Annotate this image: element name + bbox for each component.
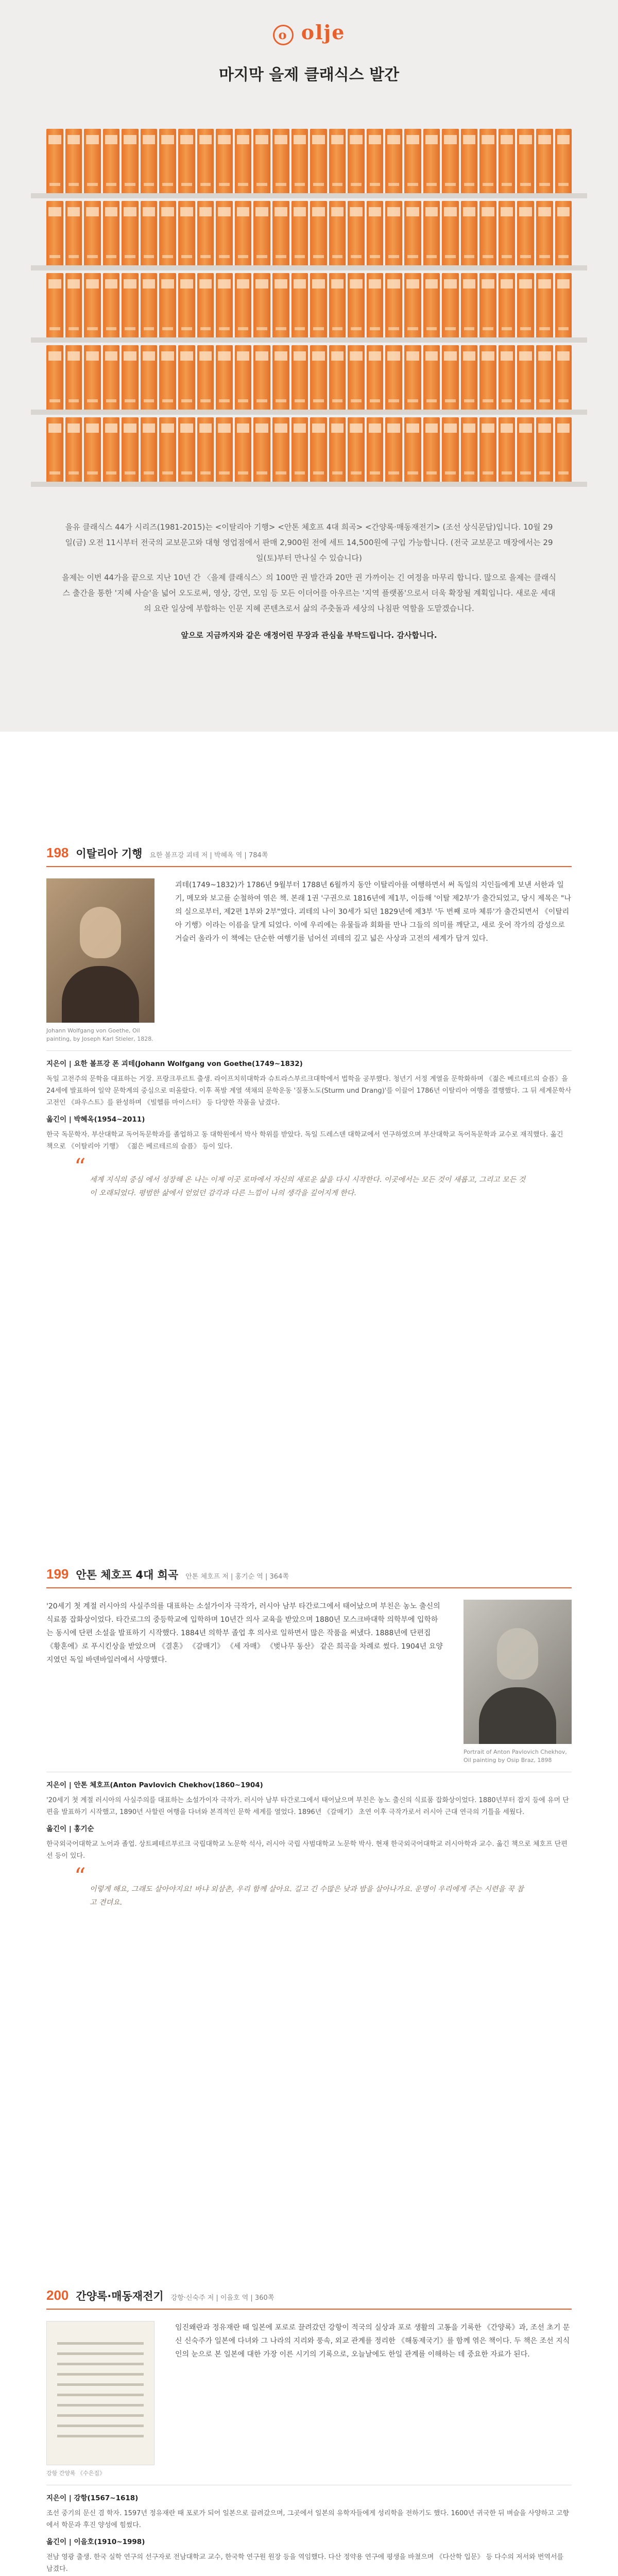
book-section-200: [46, 2287, 572, 2576]
intro-paragraph: 을유 클래식스 44가 시리즈(1981-2015)는 <이탈리아 기행> <안톤 체호프 4대 희곡> <간양록·매동재전기> (조선 상식문답)입니다. 10월 29일(금) 오전 11시부터 전국의 교보문고와 대형 영업점에서 판매 2,900원 전에 세트 14,500원에 구입 가능합니다. (전국 교보문고 매장에서는 29일(토)부터 만나실 수 있습니다): [65, 522, 553, 563]
author-heading: 지은이 | 강항(1567~1618): [46, 2494, 139, 2502]
book-section-198: [46, 845, 572, 1208]
publisher-logo: [0, 21, 618, 45]
section-title: [46, 2287, 572, 2310]
book-number: 199: [46, 1566, 69, 1582]
logo-text: olje: [301, 21, 346, 44]
author-bio: '20세기 첫 계절 러시아의 사실주의를 대표하는 소설가이자 극작가. 러시아 남부 타간로그에서 태어났으며 부친은 농노 출신의 식료품 잡화상이었다. 1880년부터 잡지 등에 유머 단편을 발표하기 시작했고, 1890년 사할린 여행을 다녀와 본격적인 문학 세계를 열었다. 1896년 《갈매기》 초연 이후 극작가로서 러시아 근대 연극의 기틀을 세웠다.: [46, 1797, 569, 1816]
shelf-divider: [31, 193, 587, 198]
bookshelf-row: [46, 417, 572, 482]
book-quote: “ 세계 지식의 중심 에서 성장해 온 나는 이제 이곳 로마에서 자신의 새로운 삶을 다시 시작한다. 이곳에서는 모든 것이 새롭고, 그리고 모든 것이 오래되었다. 평범한 삶에서 얻었던 감각과 다른 느낌이 나의 생각을 깊어지게 한다.: [77, 1165, 541, 1208]
author-bio: 독일 고전주의 문학을 대표하는 거장. 프랑크푸르트 출생. 라이프치히대학과 슈트라스부르크대학에서 법학을 공부했다. 청년기 서정 계열을 문학화하며 《젊은 베르테르의 슬픔》을 24세에 발표하여 일약 문학계의 중심으로 떠올랐다. 이후 폭발 계열 색채의 문학운동 '질풍노도(Sturm und Drang)'를 이끌어 1786년 이탈리아 여행을 결행했다. 그 뒤 세계문학사 고전인 《파우스트》를 완성하며 《빌헬름 마이스터》 등 다양한 작품을 남겼다.: [46, 1075, 572, 1107]
bookshelf-row: [46, 129, 572, 193]
book-meta: 요한 볼프강 괴테 저 | 박혜옥 역 | 784쪽: [149, 852, 268, 859]
book-title: 이탈리아 기행: [76, 848, 143, 860]
author-heading: 지은이 | 요한 볼프강 폰 괴테(Johann Wolfgang von Goethe(1749~1832): [46, 1060, 303, 1068]
portrait-caption: Johann Wolfgang von Goethe, Oil painting, by Joseph Karl Stieler, 1828.: [46, 1027, 153, 1042]
description-paragraph: '20세기 첫 계절 러시아의 사실주의를 대표하는 소설가이자 극작가, 러시아 남부 타간로그에서 태어났으며 부친은 농노 출신의 식료품 잡화상이었다. 타간로그의 중등학교에 입학하며 10년간 의사 교육을 받았으며 1880년 모스크바대학 의학부에 입학하는 동시에 단편 소설을 발표하기 시작했다. 1884년 의학부 졸업 후 의사로 일하면서 많은 작품을 써냈다. 1888년에 단편집 《황혼에》로 푸시킨상을 받았으며 《결혼》 《갈매기》 《세 자매》 《벚나무 동산》 같은 희곡을 차례로 썼다. 1904년 요양지였던 독일 바덴바일러에서 사망했다.: [46, 1602, 443, 1664]
document-image: [46, 2321, 154, 2465]
shelf-divider: [31, 265, 587, 270]
section-title: [46, 1566, 572, 1588]
translator-heading: 옮긴이 | 이을호(1910~1998): [46, 2538, 145, 2546]
book-description: [46, 1600, 443, 1765]
intro-closing: 앞으로 지금까지와 같은 애정어린 무장과 관심을 부탁드립니다. 감사합니다.: [181, 631, 437, 640]
image-caption: 강항 간양록 《수은집》: [46, 2470, 106, 2477]
author-portrait: [464, 1600, 572, 1765]
logo-mark: o: [273, 25, 294, 45]
intro-paragraph: 을제는 이번 44가을 끝으로 지난 10년 간 〈을제 클래식스〉의 100만 권 발간과 20만 권 가까이는 긴 여정을 마무리 합니다. 많으로 을제는 클래식스 출간을 통한 '지혜 사슬'을 넓어 오도로써, 영상, 강연, 모임 등 모든 이더어를 아우르는 '지역 플랫폼'으로서 더욱 확장될 계획입니다. 새로운 세대의 요란 일상에 부합하는 인문 지혜 콘텐츠로서 삶의 주춧돌과 세상의 나침판 역할을 도맡겠습니다.: [62, 573, 556, 613]
shelf-divider: [31, 410, 587, 415]
translator-bio: 한국외국어대학교 노어과 졸업. 상트페테르부르크 국립대학교 노문학 석사, 러시아 국립 사범대학교 노문학 박사. 현재 한국외국어대학교 러시아학과 교수. 옮긴 책으로 체호프 단편선 등이 있다.: [46, 1840, 568, 1860]
author-heading: 지은이 | 안톤 체호프(Anton Pavlovich Chekhov(1860~1904): [46, 1781, 263, 1789]
description-paragraph: 괴테(1749~1832)가 1786년 9월부터 1788년 6월까지 동안 이탈리아를 여행하면서 써 독일의 지인들에게 보낸 서한과 일기, 메모와 보고를 순철하여 엮은 책. 본래 1권 '구권으로 1816년에 제1부, 이듬해 '이탈 제2부'가 출간되었고, 당시 제목은 "나의 실으로부터, 제2편 1부와 2부"였다. 괴테의 나이 30세가 되던 1829년에 제3부 '두 번째 로마 체류'가 출간되면서 《이탈리아 기행》이라는 이름을 달게 되었다. 이에 우리에는 유물들과 회화를 만나 그들의 의미를 깨닫고, 새로 웃어 작가의 감성으로 거슬러 올라가 이 책에는 단순한 여행기를 넘어선 괴테의 깊고 넓은 사상과 고전의 세계가 담겨 있다.: [175, 881, 571, 943]
book-description: [175, 2321, 572, 2478]
translator-heading: 옮긴이 | 박혜옥(1954~2011): [46, 1115, 145, 1124]
book-number: 198: [46, 845, 69, 860]
bio-block: [46, 1772, 572, 1862]
bookshelf-row: [46, 273, 572, 337]
intro-text: [62, 519, 556, 647]
bio-block: [46, 2485, 572, 2575]
translator-bio: 전남 영광 출생. 한국 실학 연구의 선구자로 전남대학교 교수, 한국학 연구원 원장 등을 역임했다. 다산 정약용 연구에 평생을 바쳤으며 《다산학 입문》 등 다수의 저서와 번역서를 남겼다.: [46, 2553, 564, 2573]
author-bio: 조선 중기의 문신 겸 학자. 1597년 정유재란 때 포로가 되어 일본으로 끌려갔으며, 그곳에서 일본의 유학자들에게 성리학을 전하기도 했다. 1600년 귀국한 뒤 벼슬을 사양하고 고향에서 학문과 후진 양성에 힘썼다.: [46, 2510, 569, 2529]
author-portrait: [46, 878, 154, 1043]
portrait-image: [464, 1600, 572, 1744]
book-meta: 안톤 체호프 저 | 홍기순 역 | 364쪽: [185, 1573, 289, 1581]
translator-bio: 한국 독문학자. 부산대학교 독어독문학과를 졸업하고 동 대학원에서 박사 학위를 받았다. 독일 드레스덴 대학교에서 연구하였으며 부산대학교 독어독문학과 교수로 재직했다. 옮긴 책으로 《이탈리아 기행》 《젊은 베르테르의 슬픔》 등이 있다.: [46, 1131, 563, 1150]
portrait-image: [46, 878, 154, 1023]
translator-heading: 옮긴이 | 홍기순: [46, 1825, 94, 1833]
book-section-199: [46, 1566, 572, 1918]
book-description: [175, 878, 572, 1043]
book-title: 안톤 체호프 4대 희곡: [76, 1569, 179, 1581]
book-number: 200: [46, 2287, 69, 2303]
shelf-divider: [31, 337, 587, 343]
book-quote: “ 이렇게 해요, 그래도 살아야지요! 바냐 외삼촌, 우리 함께 살아요. 길고 긴 수많은 낮과 밤을 살아나가요. 운명이 우리에게 주는 시련을 꾹 참고 견뎌요.: [77, 1874, 541, 1918]
bio-block: [46, 1050, 572, 1153]
portrait-caption: Portrait of Anton Pavlovich Chekhov, Oil painting by Osip Braz, 1898: [464, 1749, 567, 1764]
book-image: [46, 2321, 154, 2478]
page-title: 마지막 을제 클래식스 발간: [218, 66, 400, 84]
shelf-divider: [31, 482, 587, 487]
book-meta: 강항·신숙주 저 | 이을호 역 | 360쪽: [170, 2294, 274, 2302]
description-paragraph: 임진왜란과 정유재란 때 일본에 포로로 끌려갔던 강항이 적국의 실상과 포로 생활의 고통을 기록한 《간양록》과, 조선 초기 문신 신숙주가 일본에 다녀와 그 나라의 지리와 풍속, 외교 관계를 정리한 《해동제국기》를 함께 엮은 책이다. 두 책은 조선 지식인의 눈으로 본 일본에 대한 가장 이른 시기의 기록으로, 오늘날에도 한일 관계를 이해하는 데 중요한 자료가 된다.: [175, 2324, 570, 2359]
book-title: 간양록·매동재전기: [76, 2290, 164, 2302]
bookshelf-row: [46, 201, 572, 265]
section-title: [46, 845, 572, 867]
bookshelf-row: [46, 345, 572, 410]
